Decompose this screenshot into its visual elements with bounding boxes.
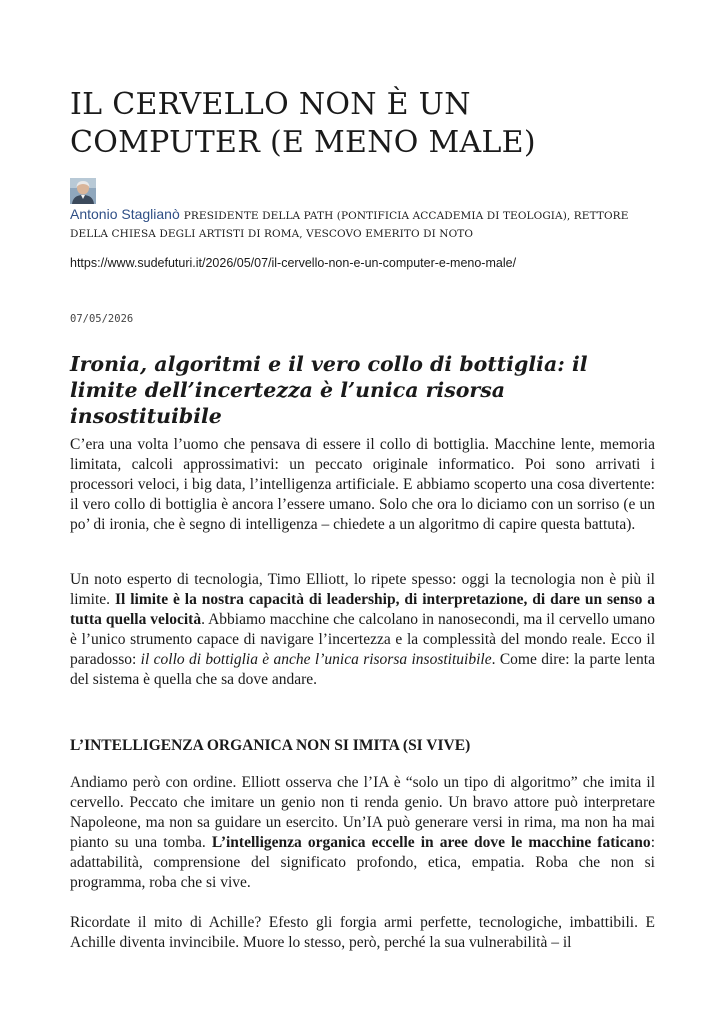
paragraph-2-part-a: Un noto esperto di tecnologia, Timo Elliott, lo ripete spesso: oggi la tecnologia non è più il limite. xyxy=(70,571,655,608)
paragraph-3-part-a: Andiamo però con ordine. Elliott osserva che l’IA è “solo un tipo di algoritmo” che imita il cervello. Peccato che imitare un genio non ti renda genio. Un bravo attore può interpretare Napoleone, ma non sa guidare un esercito. Un’IA può generare versi in rima, ma non ha mai pianto su una tomba. xyxy=(70,774,655,851)
author-name-link[interactable]: Antonio Staglianò xyxy=(70,206,180,222)
paragraph-3-part-c: : adattabilità, comprensione del significato profondo, etica, empatia. Roba che non si programma, roba che si vive. xyxy=(70,834,655,891)
paragraph-2 xyxy=(70,570,655,690)
article-subtitle: Ironia, algoritmi e il vero collo di bottiglia: il limite dell’incertezza è l’unica risorsa insostituibile xyxy=(70,352,588,428)
paragraph-2-part-e: . Come dire: la parte lenta del sistema è quella che sa dove andare. xyxy=(70,651,655,688)
article-page xyxy=(70,0,655,1024)
article-title: IL CERVELLO NON È UN COMPUTER (E MENO MALE) xyxy=(70,87,536,160)
paragraph-2-part-c: . Abbiamo macchine che calcolano in nanosecondi, ma il cervello umano è l’unico strumento capace di navigare l’incertezza e la complessità del mondo reale. Ecco il paradosso: xyxy=(70,611,655,668)
author-avatar xyxy=(70,178,96,204)
author-role: PRESIDENTE DELLA PATH (PONTIFICIA ACCADEMIA DI TEOLOGIA), RETTORE DELLA CHIESA DEGLI ARTISTI DI ROMA, VESCOVO EMERITO DI NOTO xyxy=(70,210,629,240)
article-url[interactable]: https://www.sudefuturi.it/2026/05/07/il-cervello-non-e-un-computer-e-meno-male/ xyxy=(70,256,517,270)
paragraph-2-italic: il collo di bottiglia è anche l’unica risorsa insostituibile xyxy=(140,651,492,668)
paragraph-2-bold: Il limite è la nostra capacità di leadership, di interpretazione, di dare un senso a tutta quella velocità xyxy=(70,591,655,628)
author-byline xyxy=(70,205,660,243)
paragraph-3 xyxy=(70,773,655,893)
article-date: 07/05/2026 xyxy=(70,313,134,325)
paragraph-4: Ricordate il mito di Achille? Efesto gli forgia armi perfette, tecnologiche, imbattibili. E Achille diventa invincibile. Muore lo stesso, però, perché la sua vulnerabilità – il xyxy=(70,914,655,951)
paragraph-1: C’era una volta l’uomo che pensava di essere il collo di bottiglia. Macchine lente, memoria limitata, calcoli approssimativi: un peccato originale informatico. Poi sono arrivati i processori veloci, i big data, l’intelligenza artificiale. E abbiamo scoperto una cosa divertente: il vero collo di bottiglia è ancora l’essere umano. Solo che ora lo diciamo con un sorriso (e un po’ di ironia, che è segno di intelligenza – chiedete a un algoritmo di capire questa battuta). xyxy=(70,436,655,533)
section-heading: L’INTELLIGENZA ORGANICA NON SI IMITA (SI VIVE) xyxy=(70,737,471,754)
author-portrait-icon xyxy=(70,178,96,204)
paragraph-3-bold: L’intelligenza organica eccelle in aree dove le macchine faticano xyxy=(211,834,651,851)
